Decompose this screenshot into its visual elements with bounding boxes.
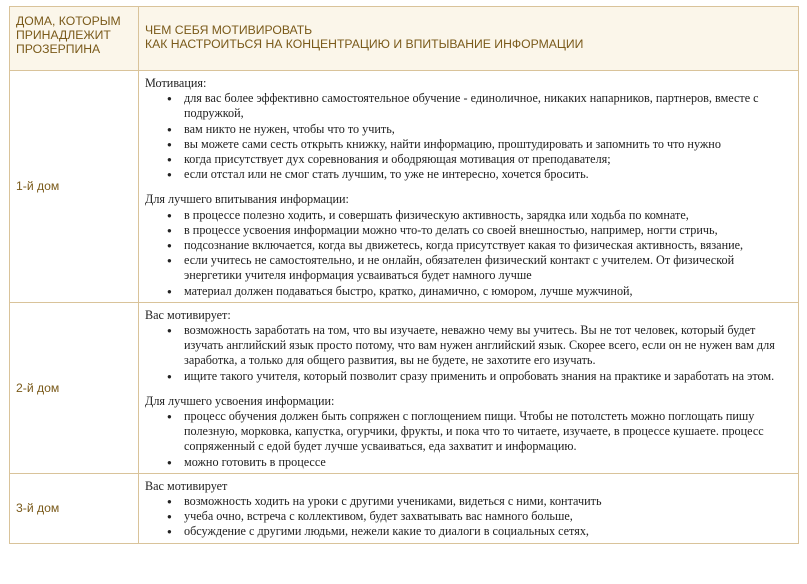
list-item: ● процесс обучения должен быть сопряжен с поглощением пищи. Чтобы не потолстеть можно поглощать пишу полезную, морковка, капустка, огурчики, фрукты, и пока что то читаете, изучаете, в процессе кушаете. процесс сопряженный с едой будет лучше усваиваться, еда захватит и информацию. xyxy=(167,409,792,455)
list-item: ● для вас более эффективно самостоятельное обучение - единоличное, никаких напарников, партнеров, вместе с подружкой, xyxy=(167,91,792,121)
list-item: ● ищите такого учителя, который позволит сразу применить и опробовать знания на практике и заработать на этом. xyxy=(167,369,792,384)
list-item: ● учеба очно, встреча с коллективом, будет захватывать вас намного больше, xyxy=(167,509,792,524)
section-title: Вас мотивирует xyxy=(145,478,228,493)
list-item: ● вам никто не нужен, чтобы что то учить, xyxy=(167,122,792,137)
section-title: Для лучшего впитывания информации: xyxy=(145,192,349,207)
list-item: ● подсознание включается, когда вы движетесь, когда присутствует какая то физическая активность, вязание, xyxy=(167,238,792,253)
list-item: ● материал должен подаваться быстро, кратко, динамично, с юмором, лучше мужчиной, xyxy=(167,284,792,299)
bullet-list xyxy=(145,208,792,299)
house-label: 1-й дом xyxy=(10,71,139,303)
header-houses-line: ПРОЗЕРПИНА xyxy=(16,42,101,56)
house-label: 2-й дом xyxy=(10,302,139,473)
list-item: ● возможность заработать на том, что вы изучаете, неважно чему вы учитесь. Вы не тот человек, который будет изучать английский язык просто потому, что вам нужен английский язык. Скорее всего, если он не нужен вам для заработка, а только для общего развития, вы не будете, не захотите его изучать. xyxy=(167,323,792,369)
house-row xyxy=(10,302,799,473)
document-page xyxy=(9,6,798,544)
house-label: 3-й дом xyxy=(10,473,139,543)
list-item: ● в процессе полезно ходить, и совершать физическую активность, зарядка или ходьба по комнате, xyxy=(167,208,792,223)
house-content xyxy=(139,302,799,473)
bullet-list xyxy=(145,323,792,384)
list-item: ● возможность ходить на уроки с другими учениками, видеться с ними, контачить xyxy=(167,494,792,509)
section-title: Для лучшего усвоения информации: xyxy=(145,393,335,408)
list-item: ● если отстал или не смог стать лучшим, то уже не интересно, хочется бросить. xyxy=(167,167,792,182)
bullet-list xyxy=(145,91,792,182)
list-item: ● вы можете сами сесть открыть книжку, найти информацию, проштудировать и запомнить то что нужно xyxy=(167,137,792,152)
list-item: ● можно готовить в процессе xyxy=(167,455,792,470)
header-houses-line: ДОМА, КОТОРЫМ xyxy=(16,14,121,28)
header-motivation xyxy=(139,7,799,71)
house-content xyxy=(139,473,799,543)
house-row xyxy=(10,473,799,543)
list-item: ● в процессе усвоения информации можно что-то делать со своей внешностью, например, ногти стричь, xyxy=(167,223,792,238)
header-houses-line: ПРИНАДЛЕЖИТ xyxy=(16,28,111,42)
header-motivation-line: ЧЕМ СЕБЯ МОТИВИРОВАТЬ xyxy=(145,23,313,37)
section-title: Вас мотивирует: xyxy=(145,307,231,322)
header-motivation-line: КАК НАСТРОИТЬСЯ НА КОНЦЕНТРАЦИЮ И ВПИТЫВАНИЕ ИНФОРМАЦИИ xyxy=(145,37,584,51)
house-content xyxy=(139,71,799,303)
bullet-list xyxy=(145,494,792,540)
houses-table xyxy=(9,6,799,544)
header-houses xyxy=(10,7,139,71)
list-item: ● если учитесь не самостоятельно, и не онлайн, обязателен физический контакт с учителем. От физической энергетики учителя информация усваиваться будет намного лучше xyxy=(167,253,792,283)
header-row xyxy=(10,7,799,71)
bullet-list xyxy=(145,409,792,470)
list-item: ● когда присутствует дух соревнования и ободряющая мотивация от преподавателя; xyxy=(167,152,792,167)
house-row xyxy=(10,71,799,303)
list-item: ● обсуждение с другими людьми, нежели какие то диалоги в социальных сетях, xyxy=(167,524,792,539)
section-title: Мотивация: xyxy=(145,76,207,90)
